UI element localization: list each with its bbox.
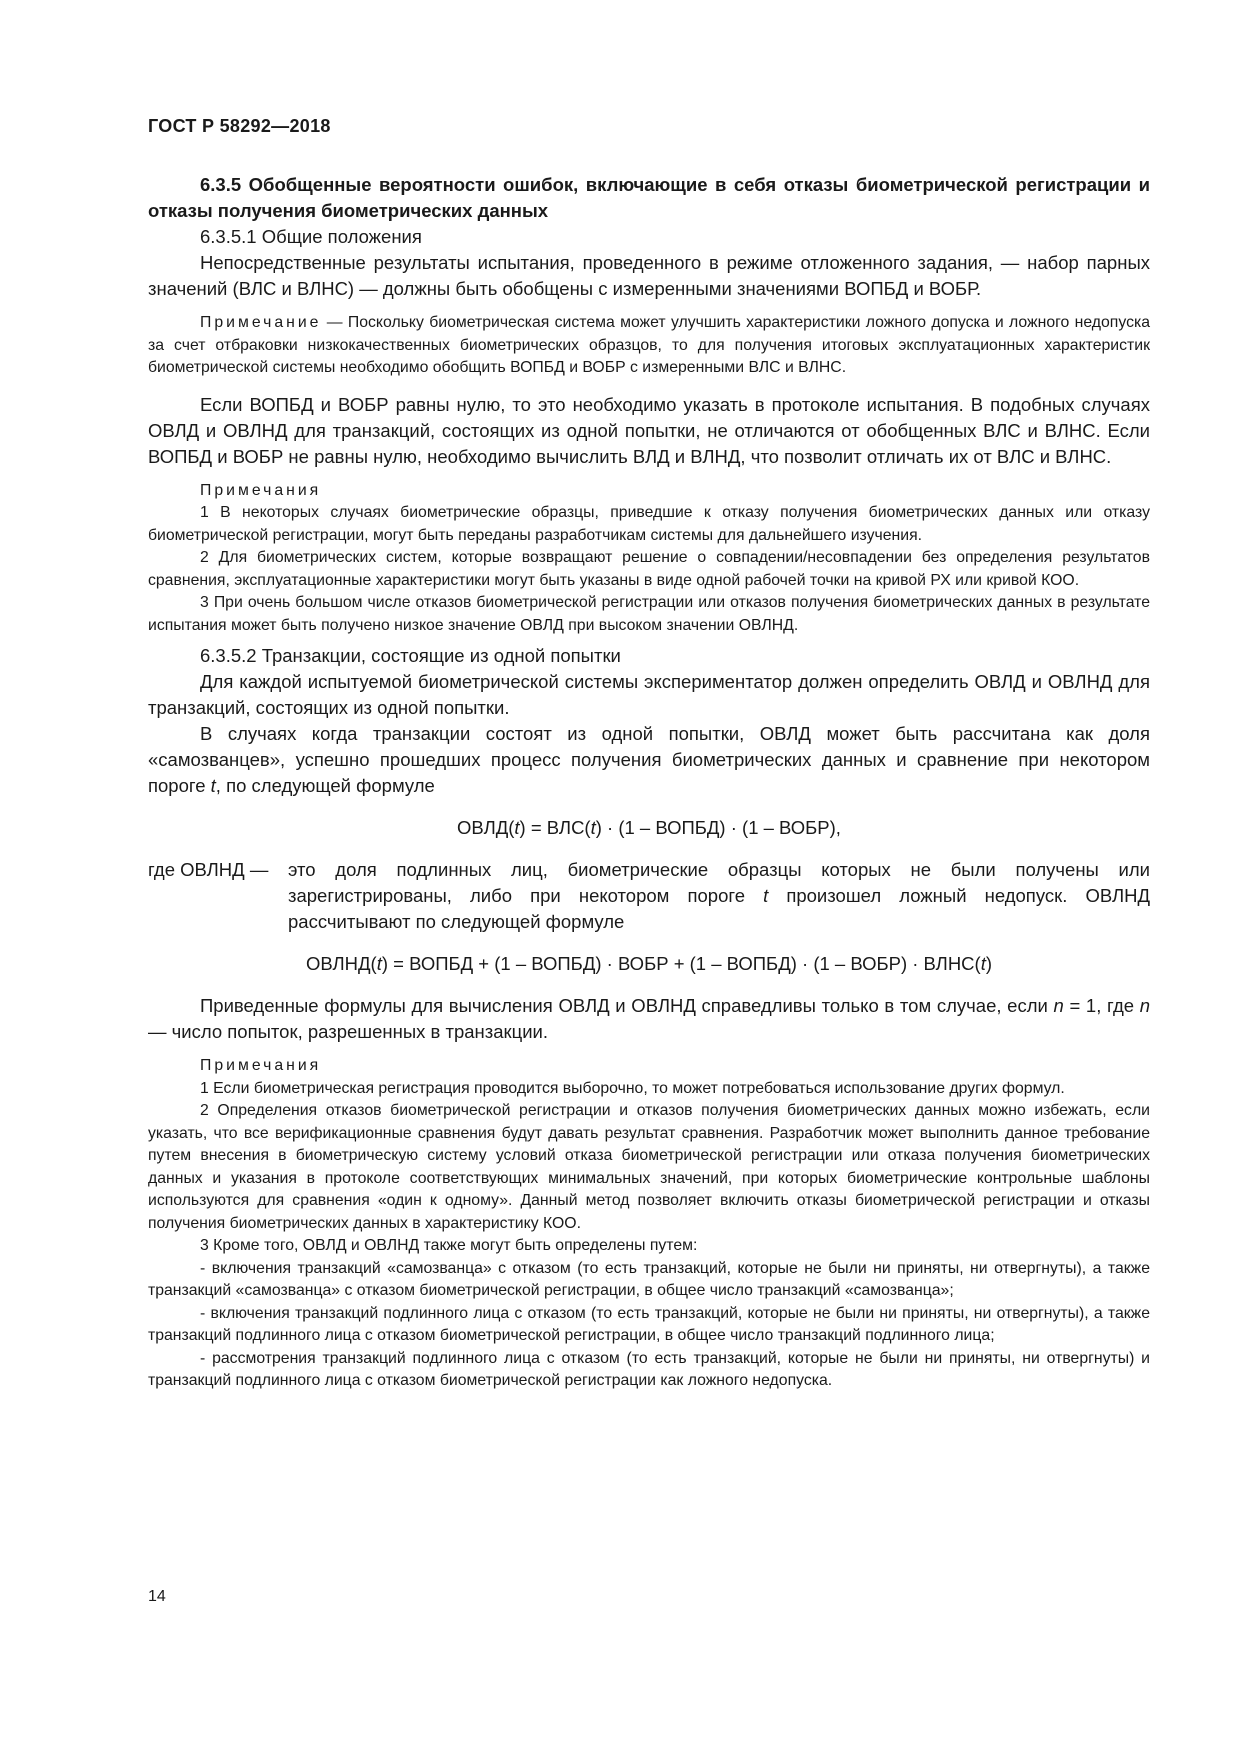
note-item: 3 Кроме того, ОВЛД и ОВЛНД также могут быть определены путем: — [200, 1237, 698, 1254]
paragraph: Приведенные формулы для вычисления ОВЛД и ОВЛНД справедливы только в том случае, если n = 1, где n — число попыток, разрешенных в транзакции. — [148, 995, 1150, 1042]
note-dash: — — [326, 314, 343, 331]
page-number: 14 — [148, 1588, 166, 1605]
notes-title: Примечания — [200, 481, 322, 499]
paragraph: Для каждой испытуемой биометрической системы экспериментатор должен определить ОВЛД и ОВЛНД для транзакций, состоящих из одной попытки. — [148, 671, 1150, 718]
paragraph: Непосредственные результаты испытания, проведенного в режиме отложенного задания, — набор парных значений (ВЛС и ВЛНС) — должны быть обобщены с измеренными значениями ВОПБД и ВОБР. — [148, 252, 1150, 299]
note-text: Поскольку биометрическая система может улучшить характеристики ложного допуска и ложного недопуска за счет отбраковки низкокачественных биометрических образцов, то для получения итоговых эксплуатационных характеристик биометрической системы необходимо обобщить ВОПБД и ВОБР с измеренными ВЛС и ВЛНС. — [148, 314, 1151, 376]
note-item: 2 Определения отказов биометрической регистрации и отказов получения биометрических данных можно избежать, если указать, что все верификационные сравнения будут давать результат сравнения. Разработчик может выполнить данное требование путем внесения в биометрическую систему условий отказа биометрической регистрации или отказа получения биометрических данных и указания в протоколе соответствующих минимальных значений, при которых биометрические контрольные шаблоны используются для сравнения «один к одному». Данный метод позволяет включить отказы биометрической регистрации и отказы получения биометрических данных в характеристику КОО. — [148, 1102, 1150, 1232]
notes-title: Примечания — [200, 1057, 322, 1074]
note-item: 1 Если биометрическая регистрация проводится выборочно, то может потребоваться использование других формул. — [200, 1079, 1065, 1097]
note-label: Примечание — [200, 314, 322, 331]
note — [148, 312, 1150, 380]
subsection-title-single-attempt: 6.3.5.2 Транзакции, состоящие из одной попытки — [200, 645, 621, 666]
where-definition: это доля подлинных лиц, биометрические образцы которых не были получены или зарегистрированы, либо при некотором пороге t произошел ложный недопуск. ОВЛНД рассчитывают по следующей формуле — [288, 859, 1150, 932]
note-item: - включения транзакций «самозванца» с отказом (то есть транзакций, которые не были ни приняты, ни отвергнуты), а также транзакций «самозванца» с отказом биометрической регистрации, в общее число транзакций «самозванца»; — [148, 1259, 1150, 1299]
note-item: - рассмотрения транзакций подлинного лица с отказом (то есть транзакций, которые не были ни приняты, ни отвергнуты) и транзакций подлинного лица с отказом биометрической регистрации как ложного недопуска. — [148, 1349, 1150, 1389]
formula-ovlnd: ОВЛНД(t) = ВОПБД + (1 – ВОПБД) · ВОБР + (1 – ВОПБД) · (1 – ВОБР) · ВЛНС(t) — [305, 953, 993, 974]
subsection-title-general: 6.3.5.1 Общие положения — [200, 226, 422, 247]
standard-header: ГОСТ Р 58292—2018 — [148, 116, 331, 136]
formula-ovld: ОВЛД(t) = ВЛС(t) · (1 – ВОПБД) · (1 – ВОБР), — [457, 817, 841, 838]
note-item: 3 При очень большом числе отказов биометрической регистрации или отказов получения биометрических данных в результате испытания может быть получено низкое значение ОВЛД при высоком значении ОВЛНД. — [148, 594, 1150, 634]
section-heading: 6.3.5 Обобщенные вероятности ошибок, включающие в себя отказы биометрической регистрации и отказы получения биометрических данных — [148, 174, 1150, 221]
paragraph: В случаях когда транзакции состоят из одной попытки, ОВЛД может быть рассчитана как доля «самозванцев», успешно прошедших процесс получения биометрических данных и сравнение при некотором пороге t, по следующей формуле — [148, 723, 1150, 796]
note-item: 2 Для биометрических систем, которые возвращают решение о совпадении/несовпадении без определения результатов сравнения, эксплуатационные характеристики могут быть указаны в виде одной рабочей точки на кривой РХ или кривой КОО. — [148, 549, 1150, 589]
paragraph: Если ВОПБД и ВОБР равны нулю, то это необходимо указать в протоколе испытания. В подобных случаях ОВЛД и ОВЛНД для транзакций, состоящих из одной попытки, не отличаются от обобщенных ВЛС и ВЛНС. Если ВОПБД и ВОБР не равны нулю, необходимо вычислить ВЛД и ВЛНД, что позволит отличать их от ВЛС и ВЛНС. — [148, 393, 1150, 467]
note-item: 1 В некоторых случаях биометрические образцы, приведшие к отказу получения биометрических данных или отказу биометрической регистрации, могут быть переданы разработчикам системы для дальнейшего изучения. — [148, 504, 1150, 544]
where-clause — [148, 857, 1150, 935]
note-item: - включения транзакций подлинного лица с отказом (то есть транзакций, которые не были ни приняты, ни отвергнуты), а также транзакций подлинного лица с отказом биометрической регистрации, в общее число транзакций подлинного лица; — [148, 1304, 1150, 1344]
document-body — [148, 172, 1150, 1393]
where-label: где ОВЛНД — — [148, 859, 269, 880]
